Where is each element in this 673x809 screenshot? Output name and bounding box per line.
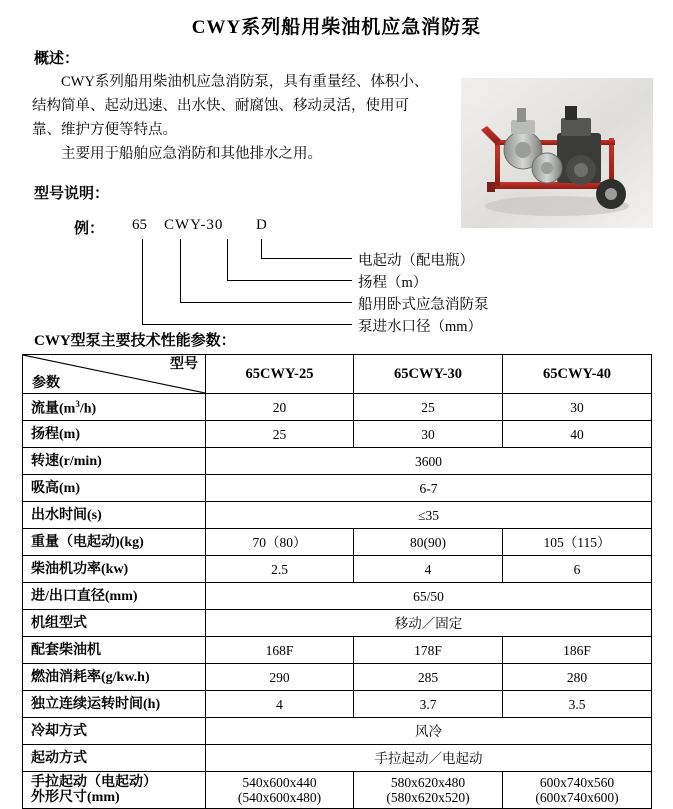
cell-fuel-consumption-1: 290 bbox=[206, 664, 354, 691]
model-code-prefix: 65 bbox=[132, 217, 147, 233]
cell-continuous-run-3: 3.5 bbox=[503, 691, 652, 718]
cell-head-3: 40 bbox=[503, 421, 652, 448]
leader-line-2-horizontal bbox=[180, 302, 352, 303]
row-label-unit-type: 机组型式 bbox=[23, 610, 206, 637]
cell-head-1: 25 bbox=[206, 421, 354, 448]
model-code-middle: CWY-30 bbox=[164, 217, 224, 233]
model-legend-head: 扬程（m） bbox=[358, 275, 428, 291]
row-label-weight: 重量（电起动)(kg) bbox=[23, 529, 206, 556]
corner-label-parameter: 参数 bbox=[32, 376, 60, 391]
table-row bbox=[23, 664, 652, 691]
corner-label-model: 型号 bbox=[170, 357, 198, 372]
cell-weight-3: 105（115） bbox=[503, 529, 652, 556]
row-label-dimensions-line2: 外形尺寸(mm) bbox=[31, 790, 120, 805]
model-legend-electric-start: 电起动（配电瓶） bbox=[358, 253, 474, 269]
table-header-row bbox=[23, 355, 652, 394]
cell-speed-all: 3600 bbox=[206, 448, 652, 475]
table-row bbox=[23, 772, 652, 809]
table-row bbox=[23, 745, 652, 772]
cell-weight-2: 80(90) bbox=[354, 529, 503, 556]
cell-unit-type-all: 移动／固定 bbox=[206, 610, 652, 637]
table-row bbox=[23, 475, 652, 502]
overview-paragraph-1: CWY系列船用柴油机应急消防泵，具有重量经、体积小、结构简单、起动迅速、出水快、耐腐蚀、移动灵活，使用可靠、维护方便等特点。 bbox=[32, 74, 429, 138]
cell-dimensions-3 bbox=[503, 772, 652, 809]
table-row bbox=[23, 691, 652, 718]
cell-flow-2: 25 bbox=[354, 394, 503, 421]
document-page bbox=[0, 12, 673, 805]
table-column-header-1: 65CWY-25 bbox=[206, 355, 354, 394]
overview-heading: 概述： bbox=[34, 51, 80, 67]
table-column-header-3: 65CWY-40 bbox=[503, 355, 652, 394]
product-photo bbox=[461, 78, 653, 228]
leader-line-3-vertical bbox=[227, 239, 228, 281]
model-legend-pump-type: 船用卧式应急消防泵 bbox=[358, 297, 489, 313]
cell-head-2: 30 bbox=[354, 421, 503, 448]
cell-fuel-consumption-2: 285 bbox=[354, 664, 503, 691]
table-row bbox=[23, 394, 652, 421]
table-row bbox=[23, 421, 652, 448]
cell-dimensions-2-line1: 580x620x480 bbox=[390, 775, 466, 790]
table-corner-cell bbox=[23, 355, 206, 394]
cell-diesel-power-2: 4 bbox=[354, 556, 503, 583]
row-label-continuous-run-time: 独立连续运转时间(h) bbox=[23, 691, 206, 718]
cell-continuous-run-1: 4 bbox=[206, 691, 354, 718]
cell-dimensions-2-line2: (580x620x520) bbox=[386, 790, 470, 805]
row-label-matched-engine: 配套柴油机 bbox=[23, 637, 206, 664]
table-row bbox=[23, 637, 652, 664]
row-label-fuel-consumption: 燃油消耗率(g/kw.h) bbox=[23, 664, 206, 691]
table-row bbox=[23, 529, 652, 556]
cell-water-out-time-all: ≤35 bbox=[206, 502, 652, 529]
cell-flow-1: 20 bbox=[206, 394, 354, 421]
cell-matched-engine-2: 178F bbox=[354, 637, 503, 664]
cell-start-mode-all: 手拉起动／电起动 bbox=[206, 745, 652, 772]
row-label-head: 扬程(m) bbox=[23, 421, 206, 448]
row-label-suction-height: 吸高(m) bbox=[23, 475, 206, 502]
cell-dimensions-1-line1: 540x600x440 bbox=[242, 775, 317, 790]
row-label-cooling: 冷却方式 bbox=[23, 718, 206, 745]
cell-matched-engine-3: 186F bbox=[503, 637, 652, 664]
leader-line-1-vertical bbox=[142, 239, 143, 325]
leader-line-2-vertical bbox=[180, 239, 181, 303]
row-label-dimensions-line1: 手拉起动（电起动） bbox=[31, 775, 157, 790]
cell-dimensions-3-line2: (600x740x600) bbox=[535, 790, 619, 805]
cell-dimensions-3-line1: 600x740x560 bbox=[539, 775, 615, 790]
cell-fuel-consumption-3: 280 bbox=[503, 664, 652, 691]
cell-diesel-power-3: 6 bbox=[503, 556, 652, 583]
cell-dimensions-1 bbox=[206, 772, 354, 809]
cell-suction-height-all: 6-7 bbox=[206, 475, 652, 502]
table-row bbox=[23, 556, 652, 583]
specification-table bbox=[22, 354, 652, 809]
cell-cooling-all: 风冷 bbox=[206, 718, 652, 745]
cell-continuous-run-2: 3.7 bbox=[354, 691, 503, 718]
cell-weight-1: 70（80） bbox=[206, 529, 354, 556]
leader-line-4-vertical bbox=[261, 239, 262, 259]
model-code-suffix: D bbox=[256, 217, 267, 233]
table-row bbox=[23, 583, 652, 610]
cell-flow-3: 30 bbox=[503, 394, 652, 421]
leader-line-3-horizontal bbox=[227, 280, 352, 281]
leader-line-4-horizontal bbox=[261, 258, 352, 259]
spec-table-heading: CWY型泵主要技术性能参数： bbox=[34, 333, 236, 349]
leader-line-1-horizontal bbox=[142, 324, 352, 325]
cell-dimensions-2 bbox=[354, 772, 503, 809]
cell-diesel-power-1: 2.5 bbox=[206, 556, 354, 583]
model-code-diagram bbox=[22, 207, 651, 335]
page-title: CWY系列船用柴油机应急消防泵 bbox=[191, 17, 482, 38]
cell-dimensions-1-line2: (540x600x480) bbox=[237, 790, 322, 805]
model-explanation-heading: 型号说明： bbox=[34, 186, 110, 202]
cell-inlet-outlet-all: 65/50 bbox=[206, 583, 652, 610]
row-label-start-mode: 起动方式 bbox=[23, 745, 206, 772]
row-label-flow: 流量$(m^3/h)$ bbox=[23, 394, 206, 421]
model-example-label: 例： bbox=[74, 221, 105, 237]
row-label-speed: 转速(r/min) bbox=[23, 448, 206, 475]
overview-paragraph-2: 主要用于船舶应急消防和其他排水之用。 bbox=[61, 146, 322, 162]
table-column-header-2: 65CWY-30 bbox=[354, 355, 503, 394]
row-label-dimensions bbox=[23, 772, 206, 809]
model-legend-inlet-diameter: 泵进水口径（mm） bbox=[358, 319, 483, 335]
table-row bbox=[23, 718, 652, 745]
row-label-water-out-time: 出水时间(s) bbox=[23, 502, 206, 529]
row-label-diesel-power: 柴油机功率(kw) bbox=[23, 556, 206, 583]
table-row bbox=[23, 448, 652, 475]
table-row bbox=[23, 502, 652, 529]
cell-matched-engine-1: 168F bbox=[206, 637, 354, 664]
row-label-inlet-outlet-diameter: 进/出口直径(mm) bbox=[23, 583, 206, 610]
table-row bbox=[23, 610, 652, 637]
